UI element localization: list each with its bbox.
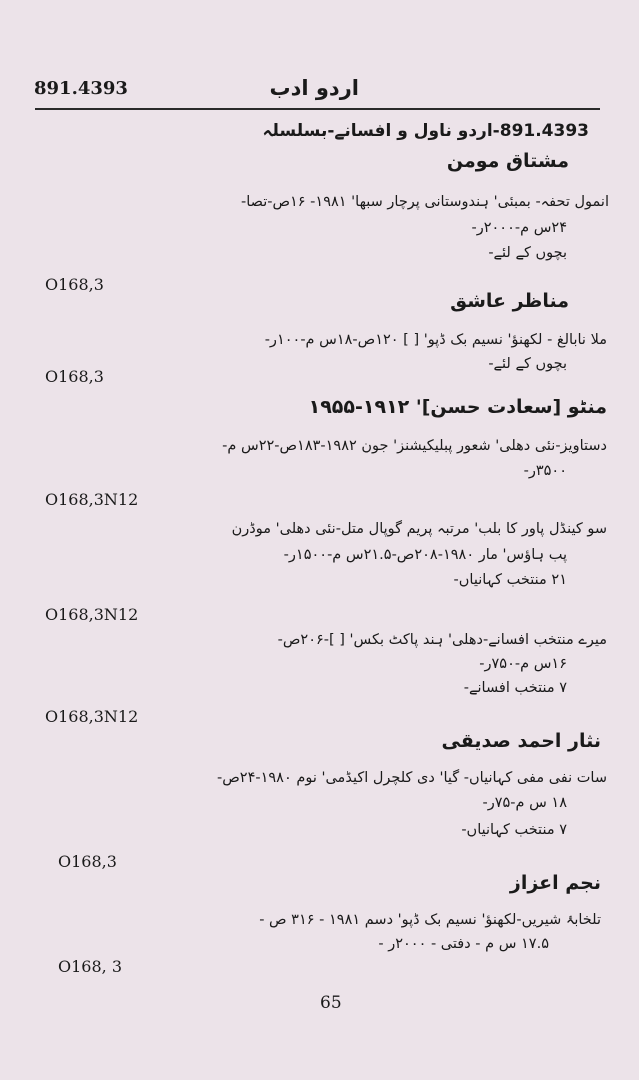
header-call-number: 891.4393 [34,78,128,99]
entry-code: O168,3N12 [45,707,139,726]
header-rule [35,108,600,110]
entry-line: ۳۵۰۰ر- [523,463,567,479]
entry-code: O168,3N12 [45,490,139,509]
entry-line: پب ہاؤس' مار ۱۹۸۰-۲۰۸ص-۲۱.۵س م-۱۵۰۰ر- [283,547,567,563]
entry-code: O168,3 [45,367,104,386]
entry-author: مناظر عاشق [450,290,569,312]
entry-line: بچوں کے لئے- [488,356,567,372]
entry-line: ۱۶س م-۷۵۰ر- [479,656,567,672]
entry-code: O168,3 [45,275,104,294]
entry-line: ملا نابالغ - لکھنؤ' نسیم بک ڈپو' [ ] ۱۲۰ص-۱۸س م-۱۰۰ر- [264,332,607,348]
entry-code: O168, 3 [58,957,123,976]
entry-line: ۲۴س م-۲۰۰۰ر- [471,220,567,236]
entry-line: میرے منتخب افسانے-دھلی' ہند پاکٹ بکس' [ ]-۲۰۶ص- [277,632,607,648]
entry-author: نثار احمد صدیقی [441,730,601,752]
running-title: اردو ادب [269,76,359,100]
section-heading: 891.4393-اردو ناول و افسانے-بسلسلہ [262,121,589,141]
entry-line: ۱۷.۵ س م - دفتی - ۲۰۰۰ر - [378,936,549,952]
entry-line: ۲۱ منتخب کہانیاں- [453,572,567,588]
entry-line: ۷ منتخب افسانے- [463,680,567,696]
entry-line: سات نفی مفی کہانیاں- گیا' دی کلچرل اکیڈمی' نوم ۱۹۸۰-۲۴ص- [217,770,607,786]
entry-line: سو کینڈل پاور کا بلب' مرتبہ پریم گوپال متل-نئی دھلی' موڈرن [231,521,607,537]
entry-line: ۷ منتخب کہانیاں- [461,822,567,838]
entry-code: O168,3N12 [45,605,139,624]
entry-code: O168,3 [58,852,117,871]
entry-line: تلخابۂ شیریں-لکھنؤ' نسیم بک ڈپو' دسم ۱۹۸۱ - ۳۱۶ ص - [259,912,601,928]
entry-author: منٹو [سعادت حسن]' ۱۹۱۲-۱۹۵۵ [308,396,607,418]
entry-author: مشتاق مومن [446,150,569,172]
entry-line: بچوں کے لئے- [488,245,567,261]
entry-line: انمول تحفہ- بمبئی' ہندوستانی پرچار سبھا' ۱۹۸۱- ۱۶ص-تصا- [240,194,609,210]
entry-author: نجم اعزاز [509,872,601,894]
entry-line: ۱۸ س م-۷۵ر- [482,795,567,811]
page-number: 65 [320,993,342,1013]
entry-line: دستاویز-نئی دھلی' شعور پبلیکیشنز' جون ۱۹۸۲-۱۸۳ص-۲۲س م- [222,438,607,454]
